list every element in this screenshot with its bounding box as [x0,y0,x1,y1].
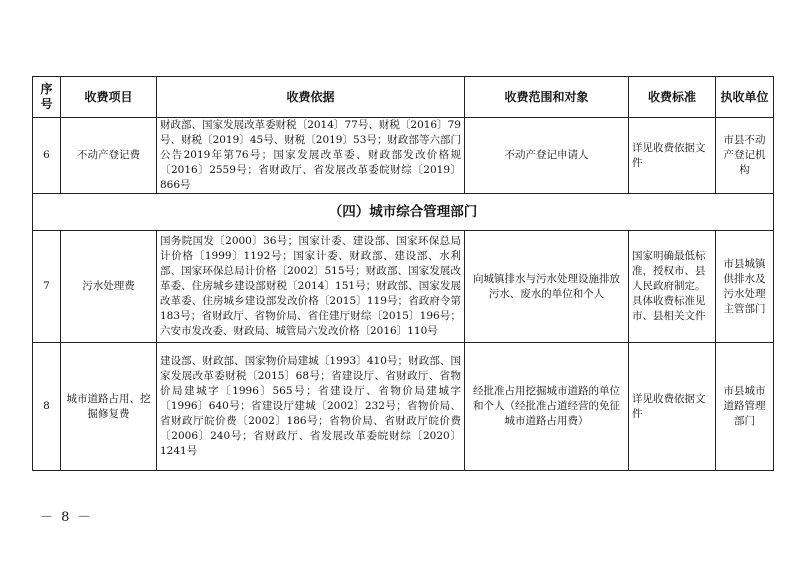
header-basis: 收费依据 [157,77,465,118]
cell-scope: 经批准占用挖掘城市道路的单位和个人（经批准占道经营的免征城市道路占用费） [465,343,629,471]
cell-unit: 市县不动产登记机构 [716,118,774,194]
table-row [33,231,774,343]
header-row [33,77,774,118]
cell-no: 7 [33,231,61,343]
cell-standard: 国家明确最低标准，授权市、县人民政府制定。具体收费标准见市、县相关文件 [629,231,716,343]
cell-scope: 向城镇排水与污水处理设施排放污水、废水的单位和个人 [465,231,629,343]
cell-item: 不动产登记费 [61,118,157,194]
cell-unit: 市县城镇供排水及污水处理主管部门 [716,231,774,343]
cell-scope: 不动产登记申请人 [465,118,629,194]
table-row [33,118,774,194]
table-row [33,343,774,471]
cell-basis: 国务院国发〔2000〕36号；国家计委、建设部、国家环保总局计价格〔1999〕1192号；国家计委、财政部、建设部、水利部、国家环保总局计价格〔2002〕515号；财政部、国家发展改革委、住房城乡建设部财税〔2014〕151号；财政部、国家发展改革委、住房城乡建设部发改价格〔2015〕119号；省政府令第183号；省财政厅、省物价局、省住建厅财综〔2015〕196号；六安市发改委、财政局、城管局六发改价格〔2016〕110号 [157,231,465,343]
page-number: － 8 － [40,510,93,525]
header-standard: 收费标准 [629,77,716,118]
header-scope: 收费范围和对象 [465,77,629,118]
header-item: 收费项目 [61,77,157,118]
section-title: （四）城市综合管理部门 [33,194,774,231]
cell-basis: 建设部、财政部、国家物价局建城〔1993〕410号；财政部、国家发展改革委财税〔2015〕68号；省建设厅、省财政厅、省物价局建城字〔1996〕565号；省建设厅、省物价局建城字〔1996〕640号；省建设厅建城〔2002〕232号；省物价局、省财政厅皖价费〔2002〕186号；省物价局、省财政厅皖价费〔2006〕240号；省财政厅、省发展改革委皖财综〔2020〕1241号 [157,343,465,471]
cell-basis: 财政部、国家发展改革委财税〔2014〕77号、财税〔2016〕79号、财税〔2019〕45号、财税〔2019〕53号；财政部等六部门公告2019年第76号；国家发展改革委、财政部发改价格规〔2016〕2559号；省财政厅、省发展改革委皖财综〔2019〕866号 [157,118,465,194]
cell-no: 8 [33,343,61,471]
cell-no: 6 [33,118,61,194]
cell-standard: 详见收费依据文件 [629,118,716,194]
header-no: 序号 [33,77,61,118]
cell-standard: 详见收费依据文件 [629,343,716,471]
cell-unit: 市县城市道路管理部门 [716,343,774,471]
cell-item: 污水处理费 [61,231,157,343]
cell-item: 城市道路占用、挖掘修复费 [61,343,157,471]
header-unit: 执收单位 [716,77,774,118]
section-row [33,194,774,231]
fee-table [32,76,774,471]
